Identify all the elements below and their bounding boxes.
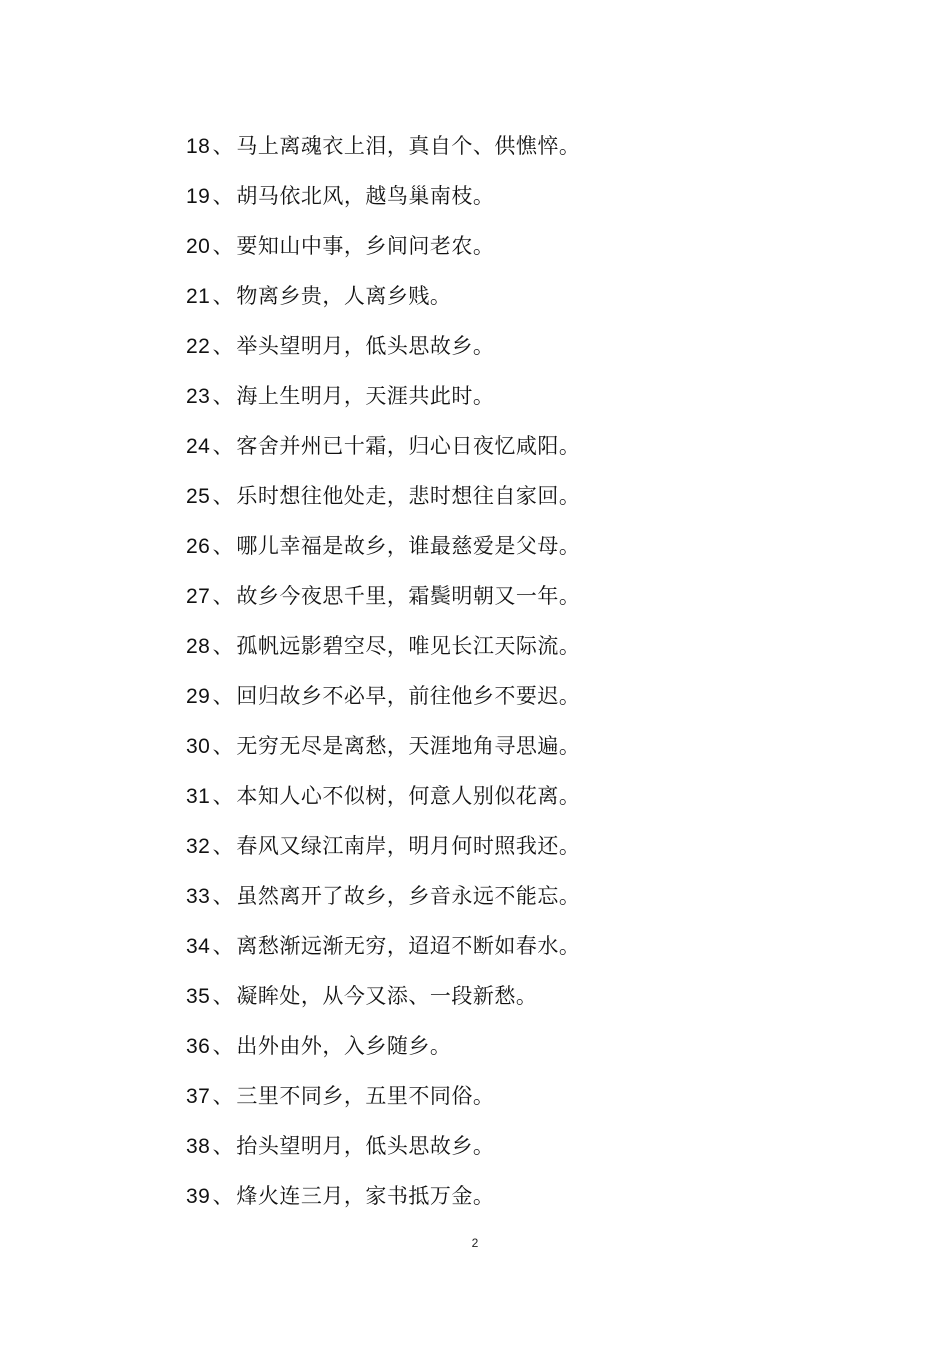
item-text: 要知山中事，乡间问老农。	[236, 234, 495, 258]
list-item	[186, 728, 886, 778]
item-text: 出外由外，入乡随乡。	[236, 1034, 452, 1058]
list-item	[186, 528, 886, 578]
item-number: 31	[186, 785, 211, 808]
list-item	[186, 1128, 886, 1178]
list-item	[186, 878, 886, 928]
item-separator: 、	[212, 1034, 235, 1058]
item-separator: 、	[212, 484, 235, 508]
item-text: 抬头望明月，低头思故乡。	[236, 1134, 495, 1158]
item-text: 马上离魂衣上泪，真自个、供憔悴。	[236, 134, 581, 158]
item-number: 36	[186, 1035, 211, 1058]
item-separator: 、	[212, 284, 235, 308]
item-separator: 、	[212, 534, 235, 558]
item-separator: 、	[212, 834, 235, 858]
item-separator: 、	[212, 584, 235, 608]
item-text: 故乡今夜思千里，霜鬓明朝又一年。	[236, 584, 581, 608]
item-separator: 、	[212, 234, 235, 258]
item-text: 烽火连三月，家书抵万金。	[236, 1184, 495, 1208]
item-number: 33	[186, 885, 211, 908]
list-item	[186, 478, 886, 528]
item-text: 无穷无尽是离愁，天涯地角寻思遍。	[236, 734, 581, 758]
item-separator: 、	[212, 384, 235, 408]
list-item	[186, 978, 886, 1028]
item-text: 三里不同乡，五里不同俗。	[236, 1084, 495, 1108]
item-separator: 、	[212, 434, 235, 458]
item-separator: 、	[212, 634, 235, 658]
list-item	[186, 328, 886, 378]
item-number: 19	[186, 185, 211, 208]
item-number: 38	[186, 1135, 211, 1158]
list-item	[186, 428, 886, 478]
item-text: 哪儿幸福是故乡，谁最慈爱是父母。	[236, 534, 581, 558]
item-text: 胡马依北风，越鸟巢南枝。	[236, 184, 495, 208]
item-number: 28	[186, 635, 211, 658]
item-text: 海上生明月，天涯共此时。	[236, 384, 495, 408]
item-number: 30	[186, 735, 211, 758]
item-separator: 、	[212, 984, 235, 1008]
list-item	[186, 228, 886, 278]
list-item	[186, 778, 886, 828]
item-separator: 、	[212, 334, 235, 358]
list-item	[186, 1028, 886, 1078]
item-number: 23	[186, 385, 211, 408]
item-number: 22	[186, 335, 211, 358]
item-text: 举头望明月，低头思故乡。	[236, 334, 495, 358]
item-text: 离愁渐远渐无穷，迢迢不断如春水。	[236, 934, 581, 958]
item-separator: 、	[212, 1134, 235, 1158]
item-text: 凝眸处，从今又添、一段新愁。	[236, 984, 538, 1008]
page-number: 2	[471, 1236, 479, 1250]
list-item	[186, 828, 886, 878]
item-separator: 、	[212, 934, 235, 958]
item-separator: 、	[212, 884, 235, 908]
item-text: 春风又绿江南岸，明月何时照我还。	[236, 834, 581, 858]
item-text: 本知人心不似树，何意人别似花离。	[236, 784, 581, 808]
item-separator: 、	[212, 784, 235, 808]
item-number: 37	[186, 1085, 211, 1108]
list-item	[186, 178, 886, 228]
item-number: 21	[186, 285, 211, 308]
item-separator: 、	[212, 134, 235, 158]
item-number: 34	[186, 935, 211, 958]
list-item	[186, 278, 886, 328]
item-text: 客舍并州已十霜，归心日夜忆咸阳。	[236, 434, 581, 458]
item-text: 回归故乡不必早，前往他乡不要迟。	[236, 684, 581, 708]
item-separator: 、	[212, 184, 235, 208]
item-separator: 、	[212, 1184, 235, 1208]
item-text: 物离乡贵，人离乡贱。	[236, 284, 452, 308]
list-item	[186, 678, 886, 728]
list-item	[186, 1078, 886, 1128]
item-number: 39	[186, 1185, 211, 1208]
list-item	[186, 628, 886, 678]
item-number: 24	[186, 435, 211, 458]
item-separator: 、	[212, 734, 235, 758]
item-number: 25	[186, 485, 211, 508]
item-number: 32	[186, 835, 211, 858]
numbered-list	[186, 128, 886, 1228]
item-number: 26	[186, 535, 211, 558]
item-number: 27	[186, 585, 211, 608]
item-separator: 、	[212, 1084, 235, 1108]
item-text: 乐时想往他处走，悲时想往自家回。	[236, 484, 581, 508]
list-item	[186, 578, 886, 628]
item-number: 35	[186, 985, 211, 1008]
item-separator: 、	[212, 684, 235, 708]
item-text: 孤帆远影碧空尽，唯见长江天际流。	[236, 634, 581, 658]
item-number: 20	[186, 235, 211, 258]
list-item	[186, 928, 886, 978]
list-item	[186, 378, 886, 428]
item-number: 29	[186, 685, 211, 708]
list-item	[186, 128, 886, 178]
item-text: 虽然离开了故乡，乡音永远不能忘。	[236, 884, 581, 908]
item-number: 18	[186, 135, 211, 158]
list-item	[186, 1178, 886, 1228]
